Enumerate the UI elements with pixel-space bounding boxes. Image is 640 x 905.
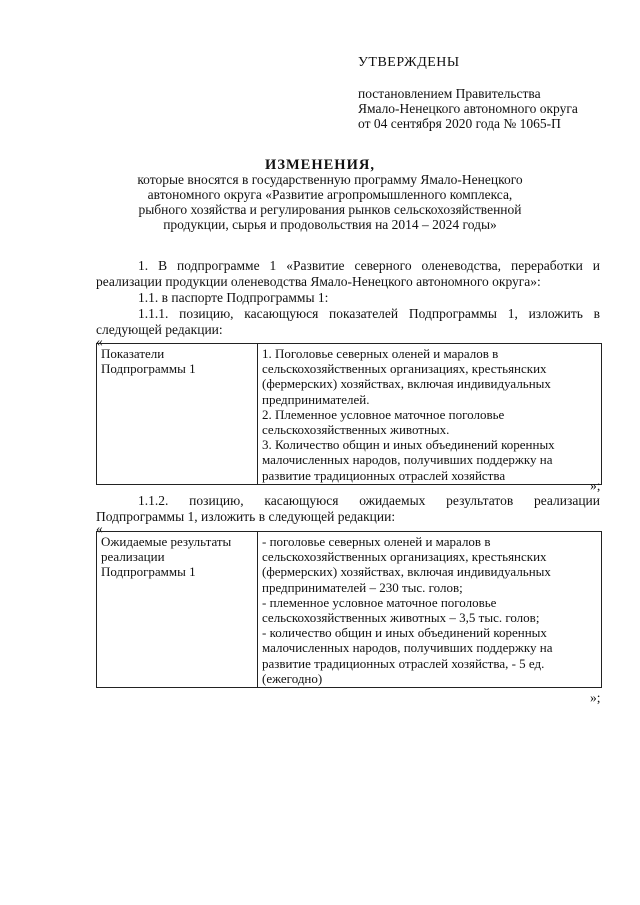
cell-line: сельскохозяйственных животных – 3,5 тыс. голов; <box>262 610 540 626</box>
cell-line: (фермерских) хозяйствах, включая индивидуальных <box>262 376 551 392</box>
paragraph-1-1: 1.1. в паспорте Подпрограммы 1: <box>138 290 329 305</box>
indicators-table <box>96 343 602 485</box>
cell-line: 2. Племенное условное маточное поголовье <box>262 406 505 422</box>
cell-line: - племенное условное маточное поголовье <box>262 594 497 610</box>
cell-line: предпринимателей. <box>262 391 370 407</box>
cell-line: развитие традиционных отраслей хозяйства, - 5 ед. <box>262 655 545 671</box>
paragraph-1-1-1-line: 1.1.1. позицию, касающуюся показателей Подпрограммы 1, изложить в <box>138 306 600 321</box>
open-quote: « <box>96 334 103 349</box>
approval-line: от 04 сентября 2020 года № 1065-П <box>358 116 561 131</box>
paragraph-1-line: реализации продукции оленеводства Ямало-Ненецкого автономного округа»: <box>96 274 541 289</box>
table-cell-value <box>258 344 602 485</box>
cell-line: Подпрограммы 1 <box>101 564 196 580</box>
document-subtitle-line: которые вносятся в государственную программу Ямало-Ненецкого <box>137 172 523 187</box>
approval-line: Ямало-Ненецкого автономного округа <box>358 101 578 116</box>
cell-line: развитие традиционных отраслей хозяйства <box>262 467 506 483</box>
close-quote: »; <box>590 478 601 493</box>
paragraph-1-line: 1. В подпрограмме 1 «Развитие северного оленеводства, переработки и <box>138 258 600 273</box>
document-subtitle-line: автономного округа «Развитие агропромышленного комплекса, <box>147 187 513 202</box>
close-quote: »; <box>590 690 601 705</box>
cell-line: Показатели <box>101 346 165 361</box>
cell-line: Ожидаемые результаты <box>101 534 232 549</box>
cell-line: малочисленных народов, получивших поддержку на <box>262 452 553 468</box>
cell-line: Подпрограммы 1 <box>101 361 196 377</box>
table-row <box>97 532 602 688</box>
cell-line: реализации <box>101 549 165 565</box>
document-title: ИЗМЕНЕНИЯ, <box>265 157 375 173</box>
approval-heading: УТВЕРЖДЕНЫ <box>358 55 460 70</box>
table-cell-label <box>97 532 258 688</box>
table-cell-label <box>97 344 258 485</box>
cell-line: - поголовье северных оленей и маралов в <box>262 534 491 549</box>
cell-line: сельскохозяйственных животных. <box>262 422 450 438</box>
approval-line: постановлением Правительства <box>358 86 541 101</box>
cell-line: 1. Поголовье северных оленей и маралов в <box>262 346 499 361</box>
cell-line: - количество общин и иных объединений коренных <box>262 625 547 641</box>
cell-line: (фермерских) хозяйствах, включая индивидуальных <box>262 564 551 580</box>
table-row <box>97 344 602 485</box>
open-quote: « <box>96 521 103 536</box>
paragraph-1-1-2-line: 1.1.2. позицию, касающуюся ожидаемых результатов реализации <box>138 493 600 508</box>
cell-line: 3. Количество общин и иных объединений коренных <box>262 437 555 453</box>
document-subtitle-line: продукции, сырья и продовольствия на 2014 – 2024 годы» <box>163 217 497 232</box>
paragraph-1-1-1-line: следующей редакции: <box>96 322 223 337</box>
table-cell-value <box>258 532 602 688</box>
paragraph-1-1-2-line: Подпрограммы 1, изложить в следующей редакции: <box>96 509 396 524</box>
cell-line: малочисленных народов, получивших поддержку на <box>262 640 553 656</box>
document-subtitle-line: рыбного хозяйства и регулирования рынков сельскохозяйственной <box>138 202 522 217</box>
cell-line: предпринимателей – 230 тыс. голов; <box>262 579 463 595</box>
expected-results-table <box>96 531 602 688</box>
cell-line: (ежегодно) <box>262 670 323 686</box>
cell-line: сельскохозяйственных организациях, крестьянских <box>262 549 547 565</box>
cell-line: сельскохозяйственных организациях, крестьянских <box>262 361 547 377</box>
